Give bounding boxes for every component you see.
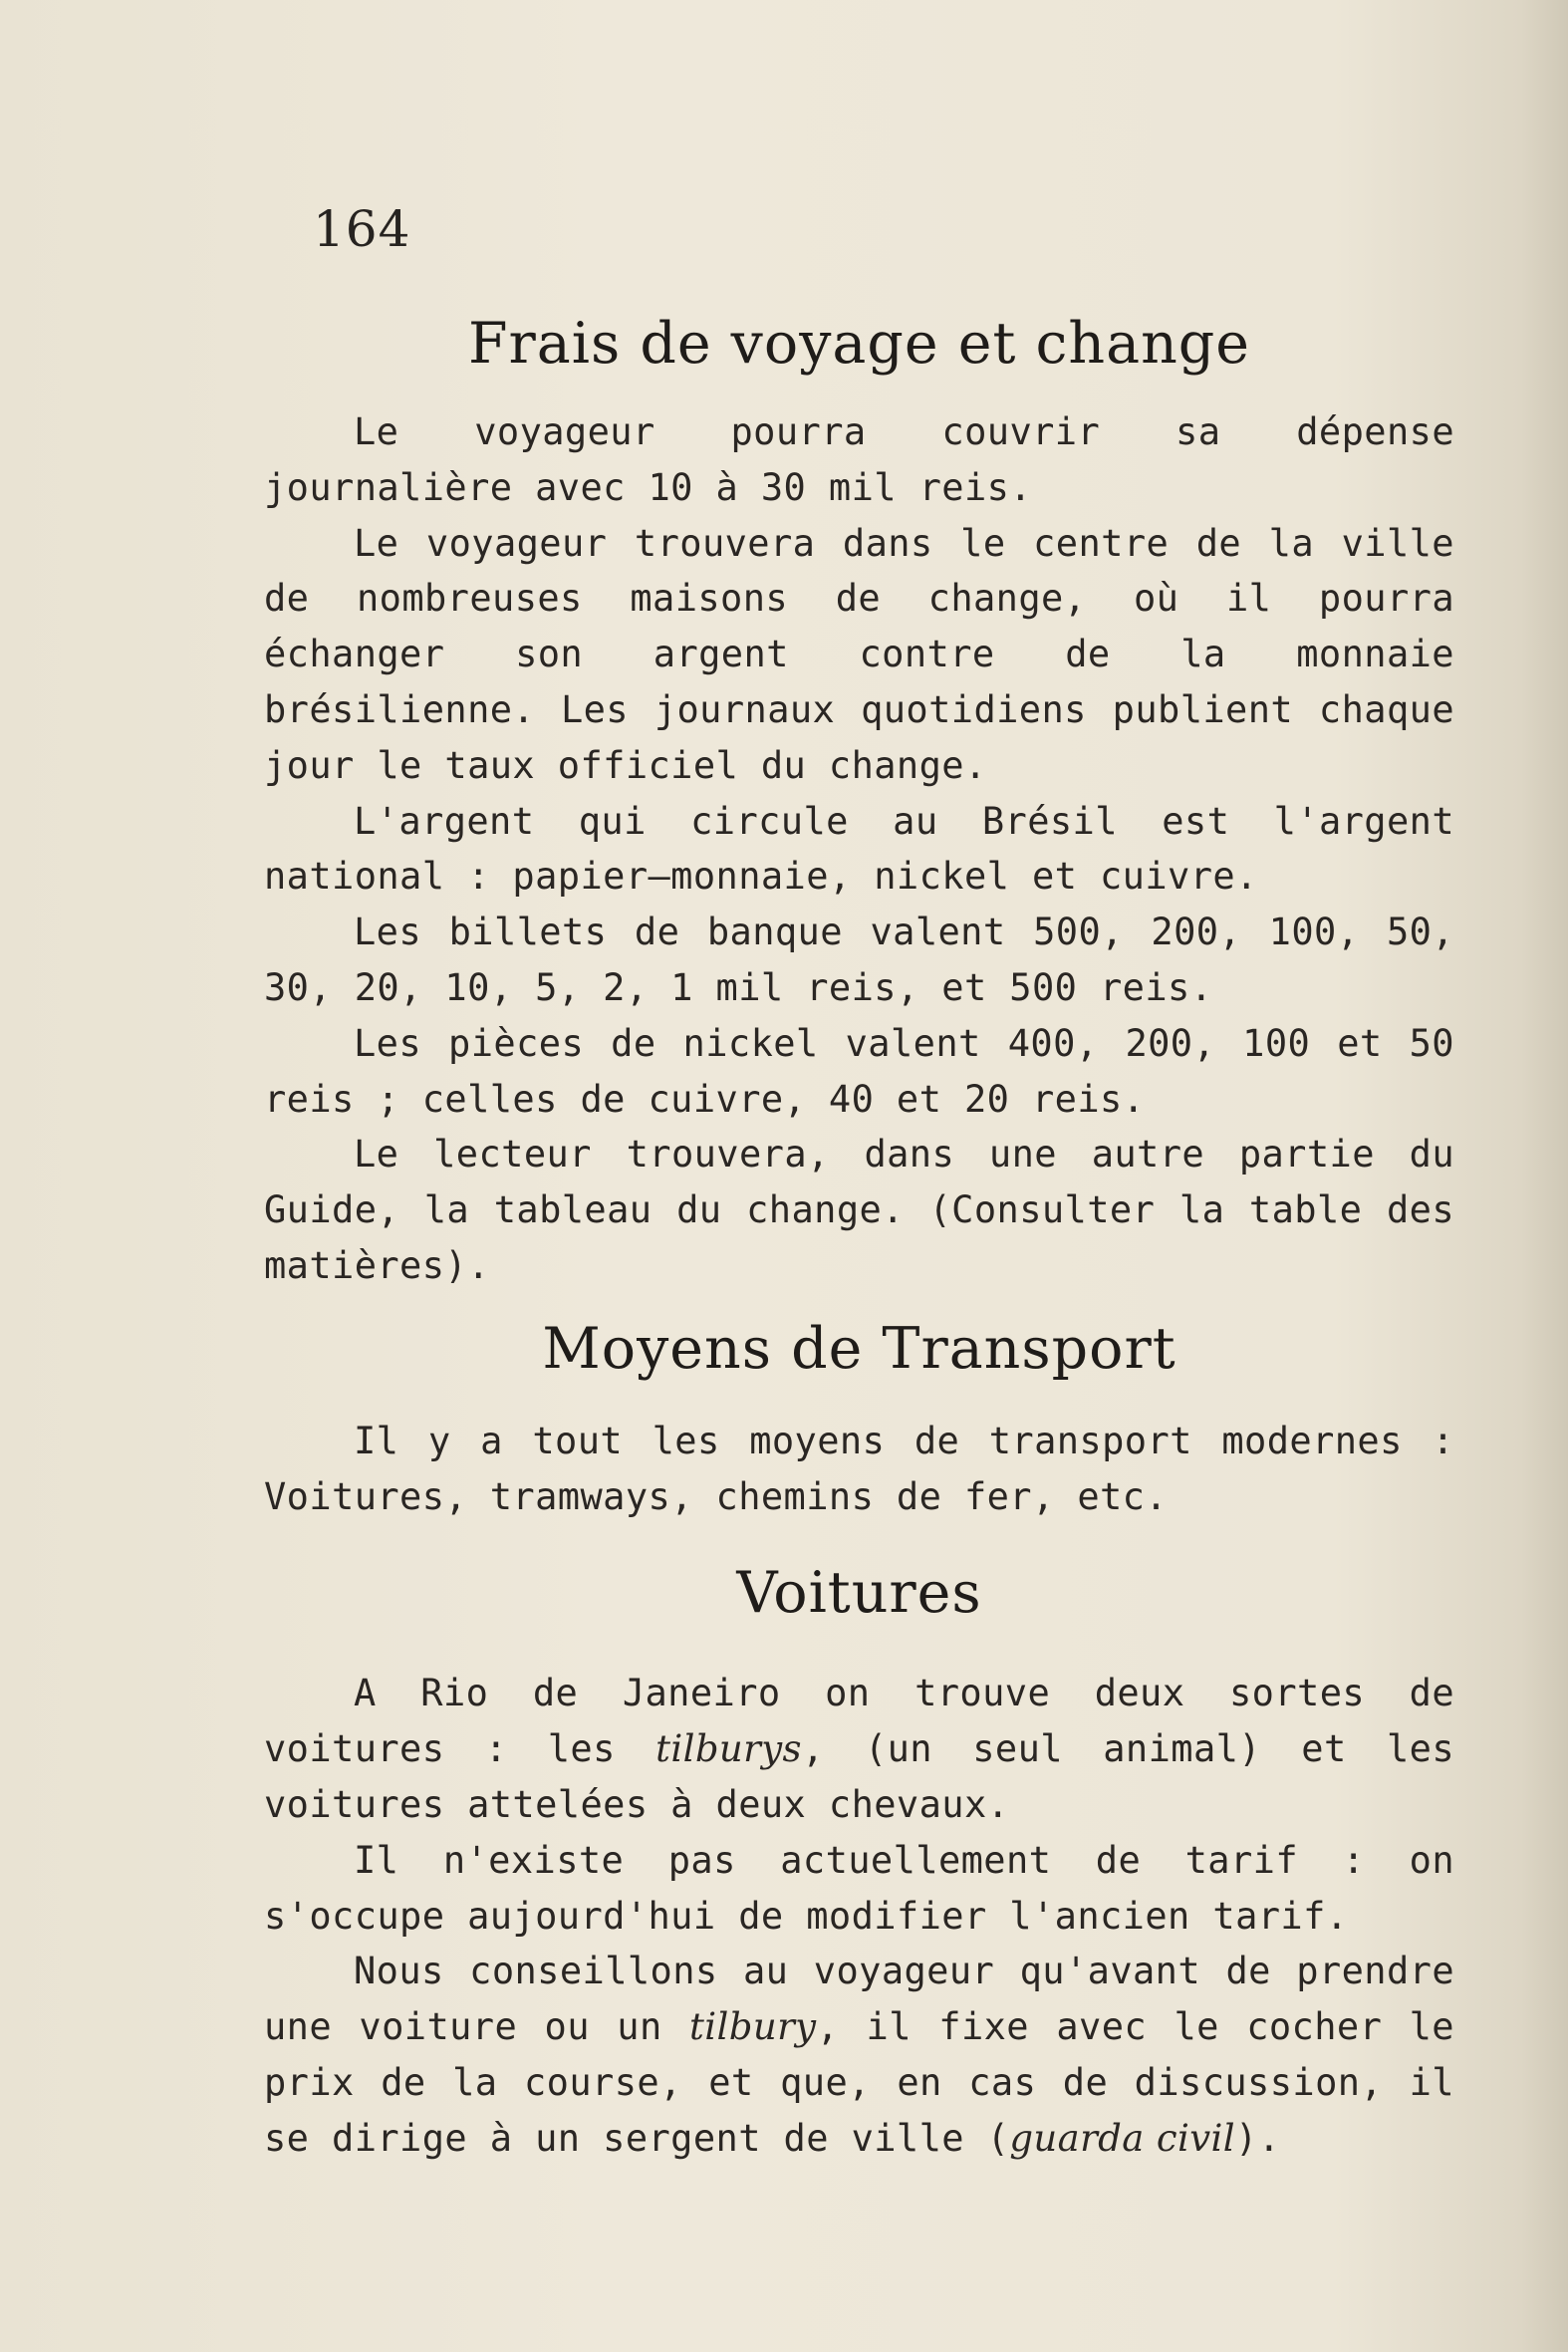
- paragraph: Les billets de banque valent 500, 200, 100, 50, 30, 20, 10, 5, 2, 1 mil reis, et 500 reis.: [264, 911, 1454, 1009]
- paragraph: Il n'existe pas actuellement de tarif : on s'occupe aujourd'hui de modifier l'ancien tarif.: [264, 1838, 1454, 1938]
- text-run: A Rio de Janeiro on trouve deux sortes de voitures : les: [264, 1672, 1454, 1771]
- section-title-frais: Frais de voyage et change: [467, 311, 1251, 377]
- page-content: [264, 309, 1454, 2167]
- section-title-transport: Moyens de Transport: [542, 1315, 1176, 1382]
- italic-term: tilbury: [689, 2005, 817, 2049]
- italic-term: tilburys: [655, 1727, 802, 1771]
- paragraph: [264, 1666, 1454, 1832]
- paragraph: L'argent qui circule au Brésil est l'argent national : papier—monnaie, nickel et cuivre.: [264, 799, 1454, 899]
- italic-term: guarda civil: [1009, 2116, 1236, 2160]
- paragraph: Le lecteur trouvera, dans une autre partie du Guide, la tableau du change. (Consulter la table des matières).: [264, 1133, 1454, 1287]
- text-run: ).: [1235, 2116, 1281, 2160]
- text-run: , il fixe avec le cocher le prix de la course, et que, en cas de discussion, il se dirige à un sergent de ville (: [264, 2005, 1454, 2160]
- text-run: , (un seul animal) et les voitures attelées à deux chevaux.: [264, 1727, 1454, 1826]
- paragraph: [264, 1944, 1454, 2166]
- paragraph: Le voyageur trouvera dans le centre de la ville de nombreuses maisons de change, où il pourra échanger son argent contre de la monnaie brésilienne. Les journaux quotidiens publient chaque jour le taux officiel du change.: [264, 521, 1454, 787]
- section-title-voitures: Voitures: [736, 1560, 982, 1627]
- text-run: Nous conseillons au voyageur qu'avant de prendre une voiture ou un: [264, 1950, 1454, 2049]
- page-number: 164: [313, 200, 411, 258]
- paragraph: Le voyageur pourra couvrir sa dépense journalière avec 10 à 30 mil reis.: [264, 410, 1454, 509]
- paragraph: Il y a tout les moyens de transport modernes : Voitures, tramways, chemins de fer, etc.: [264, 1419, 1454, 1518]
- paragraph: Les pièces de nickel valent 400, 200, 100 et 50 reis ; celles de cuivre, 40 et 20 reis.: [264, 1021, 1454, 1121]
